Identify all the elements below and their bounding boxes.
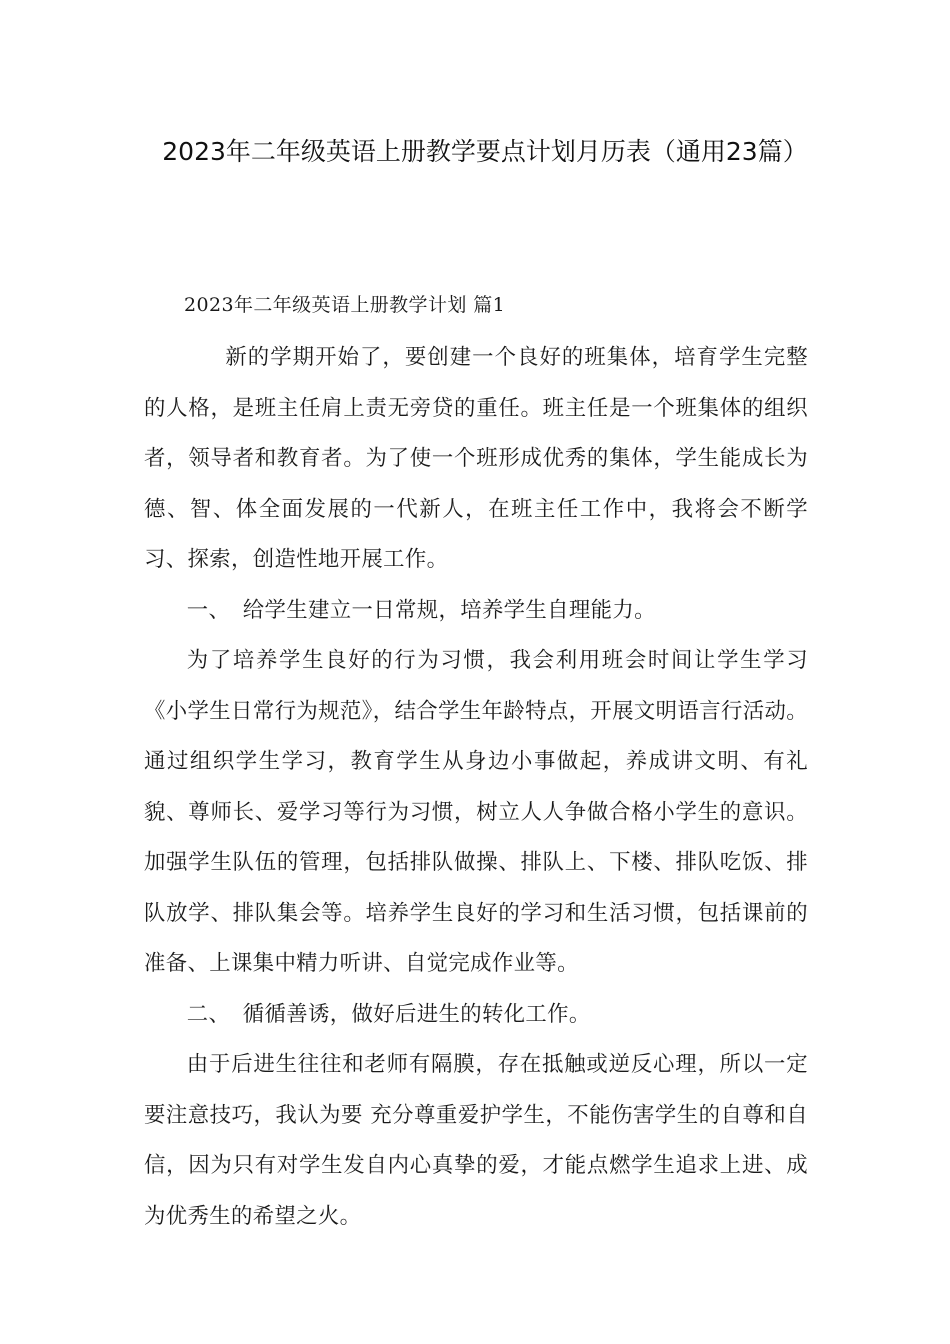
section-1-paragraph: 为了培养学生良好的行为习惯，我会利用班会时间让学生学习《小学生日常行为规范》，结合学生年龄特点，开展文明语言行活动。通过组织学生学习，教育学生从身边小事做起，养成讲文明、有礼貌、尊师长、爱学习等行为习惯，树立人人争做合格小学生的意识。加强学生队伍的管理，包括排队做操、排队上、下楼、排队吃饭、排队放学、排队集会等。培养学生良好的学习和生活习惯，包括课前的准备、上课集中精力听讲、自觉完成作业等。	[144, 648, 808, 976]
document-body	[144, 283, 808, 1242]
section-2-number: 二、	[186, 1001, 231, 1027]
section-2-paragraph: 由于后进生往往和老师有隔膜，存在抵触或逆反心理，所以一定要注意技巧，我认为要 充分尊重爱护学生，不能伤害学生的自尊和自信，因为只有对学生发自内心真挚的爱，才能点燃学生追求上进、成为优秀生的希望之火。	[144, 1052, 808, 1229]
document-title: 2023年二年级英语上册教学要点计划月历表（通用23篇）	[162, 137, 808, 166]
intro-paragraph: 新的学期开始了，要创建一个良好的班集体，培育学生完整的人格，是班主任肩上责无旁贷的重任。班主任是一个班集体的组织者，领导者和教育者。为了使一个班形成优秀的集体，学生能成长为德、智、体全面发展的一代新人，在班主任工作中，我将会不断学习、探索，创造性地开展工作。	[144, 345, 808, 572]
section-1-heading	[144, 586, 808, 637]
section-1-number: 一、	[186, 597, 231, 623]
article-subtitle: 2023年二年级英语上册教学计划 篇1	[184, 294, 506, 316]
section-1-title: 给学生建立一日常规，培养学生自理能力。	[242, 597, 656, 623]
section-2-heading	[144, 990, 808, 1041]
section-2-title: 循循善诱，做好后进生的转化工作。	[242, 1001, 591, 1027]
